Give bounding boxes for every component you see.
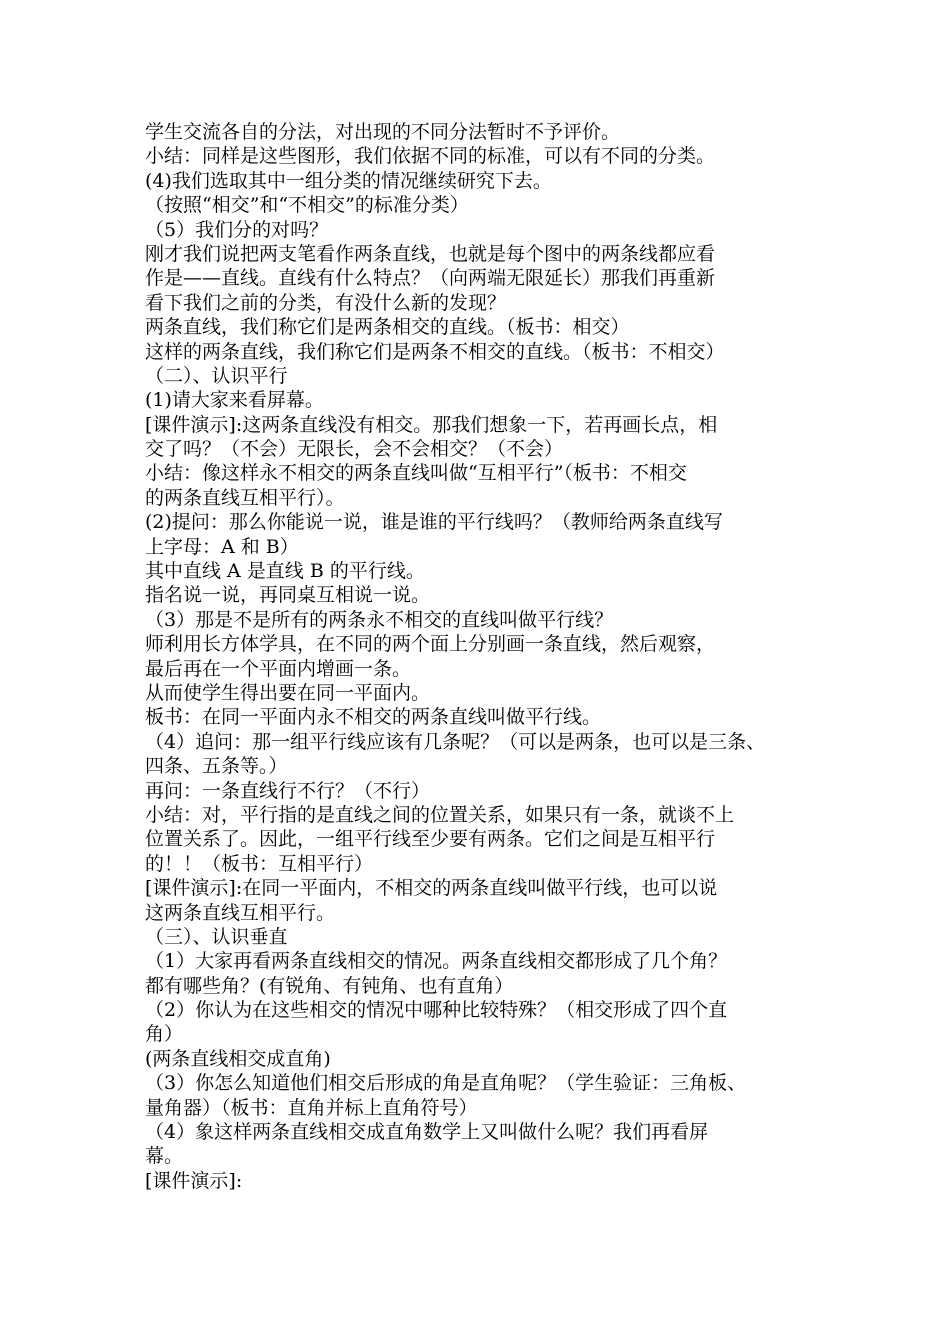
text-line: (1)请大家来看屏幕。 <box>145 389 324 412</box>
text-line: 板书：在同一平面内永不相交的两条直线叫做平行线。 <box>145 706 602 729</box>
text-line: （4）象这样两条直线相交成直角数学上又叫做什么呢？我们再看屏 <box>145 1121 709 1144</box>
text-line: (4)我们选取其中一组分类的情况继续研究下去。 <box>145 169 552 192</box>
text-line: [课件演示]:在同一平面内，不相交的两条直线叫做平行线，也可以说 <box>145 877 718 900</box>
text-line: 交了吗？（不会）无限长，会不会相交？（不会） <box>145 438 564 461</box>
text-line: 位置关系了。因此，一组平行线至少要有两条。它们之间是互相平行 <box>145 828 716 851</box>
text-line: （3）那是不是所有的两条永不相交的直线叫做平行线？ <box>145 608 614 631</box>
text-line: 作是——直线。直线有什么特点？（向两端无限延长）那我们再重新 <box>145 267 716 290</box>
text-line: （按照“相交”和“不相交”的标准分类） <box>145 194 469 217</box>
text-line: 这样的两条直线，我们称它们是两条不相交的直线。（板书：不相交） <box>145 340 725 363</box>
text-line: （4）追问：那一组平行线应该有几条呢？（可以是两条，也可以是三条、 <box>145 730 766 753</box>
text-line: (2)提问：那么你能说一说，谁是谁的平行线吗？（教师给两条直线写 <box>145 511 723 534</box>
text-line: （3）你怎么知道他们相交后形成的角是直角呢？（学生验证：三角板、 <box>145 1072 747 1095</box>
text-line: 都有哪些角？(有锐角、有钝角、也有直角） <box>145 974 514 997</box>
text-line: (两条直线相交成直角) <box>145 1047 331 1070</box>
text-line: 小结：对，平行指的是直线之间的位置关系，如果只有一条，就谈不上 <box>145 803 735 826</box>
text-line: [课件演示]: <box>145 1169 243 1192</box>
text-line: 这两条直线互相平行。 <box>145 901 336 924</box>
text-line: 量角器）（板书：直角并标上直角符号） <box>145 1096 478 1119</box>
text-line: 学生交流各自的分法，对出现的不同分法暂时不予评价。 <box>145 121 621 143</box>
text-line: （5）我们分的对吗？ <box>145 218 329 241</box>
document-page <box>145 120 825 1193</box>
text-line: （1）大家再看两条直线相交的情况。两条直线相交都形成了几个角？ <box>145 950 728 973</box>
text-line: 再问：一条直线行不行？（不行） <box>145 779 431 802</box>
text-line: 小结：同样是这些图形，我们依据不同的标准，可以有不同的分类。 <box>145 145 716 168</box>
text-line: 从而使学生得出要在同一平面内。 <box>145 681 431 704</box>
text-line: 的两条直线互相平行）。 <box>145 486 345 509</box>
text-line: 指名说一说，再同桌互相说一说。 <box>145 584 431 607</box>
text-line: 刚才我们说把两支笔看作两条直线，也就是每个图中的两条线都应看 <box>145 242 716 265</box>
text-line: 看下我们之前的分类，有没什么新的发现？ <box>145 291 507 314</box>
text-line: 角） <box>145 1023 184 1046</box>
section-heading: （二）、认识平行 <box>145 364 288 387</box>
text-line: [课件演示]:这两条直线没有相交。那我们想象一下，若再画长点，相 <box>145 413 718 436</box>
text-line: 小结：像这样永不相交的两条直线叫做“互相平行”（板书：不相交 <box>145 462 687 485</box>
text-line: （2）你认为在这些相交的情况中哪种比较特殊？（相交形成了四个直 <box>145 999 728 1022</box>
text-line: 两条直线，我们称它们是两条相交的直线。（板书：相交） <box>145 316 630 339</box>
text-line: 最后再在一个平面内增画一条。 <box>145 657 412 680</box>
text-line: 上字母：A 和 B） <box>145 535 299 558</box>
text-line: 幕。 <box>145 1145 184 1168</box>
text-line: 其中直线 A 是直线 B 的平行线。 <box>145 560 425 583</box>
text-line: 四条、五条等。） <box>145 755 288 778</box>
text-line: 的！！（板书：互相平行） <box>145 852 374 875</box>
text-line: 师利用长方体学具，在不同的两个面上分别画一条直线，然后观察， <box>145 633 716 656</box>
section-heading: （三）、认识垂直 <box>145 925 288 948</box>
